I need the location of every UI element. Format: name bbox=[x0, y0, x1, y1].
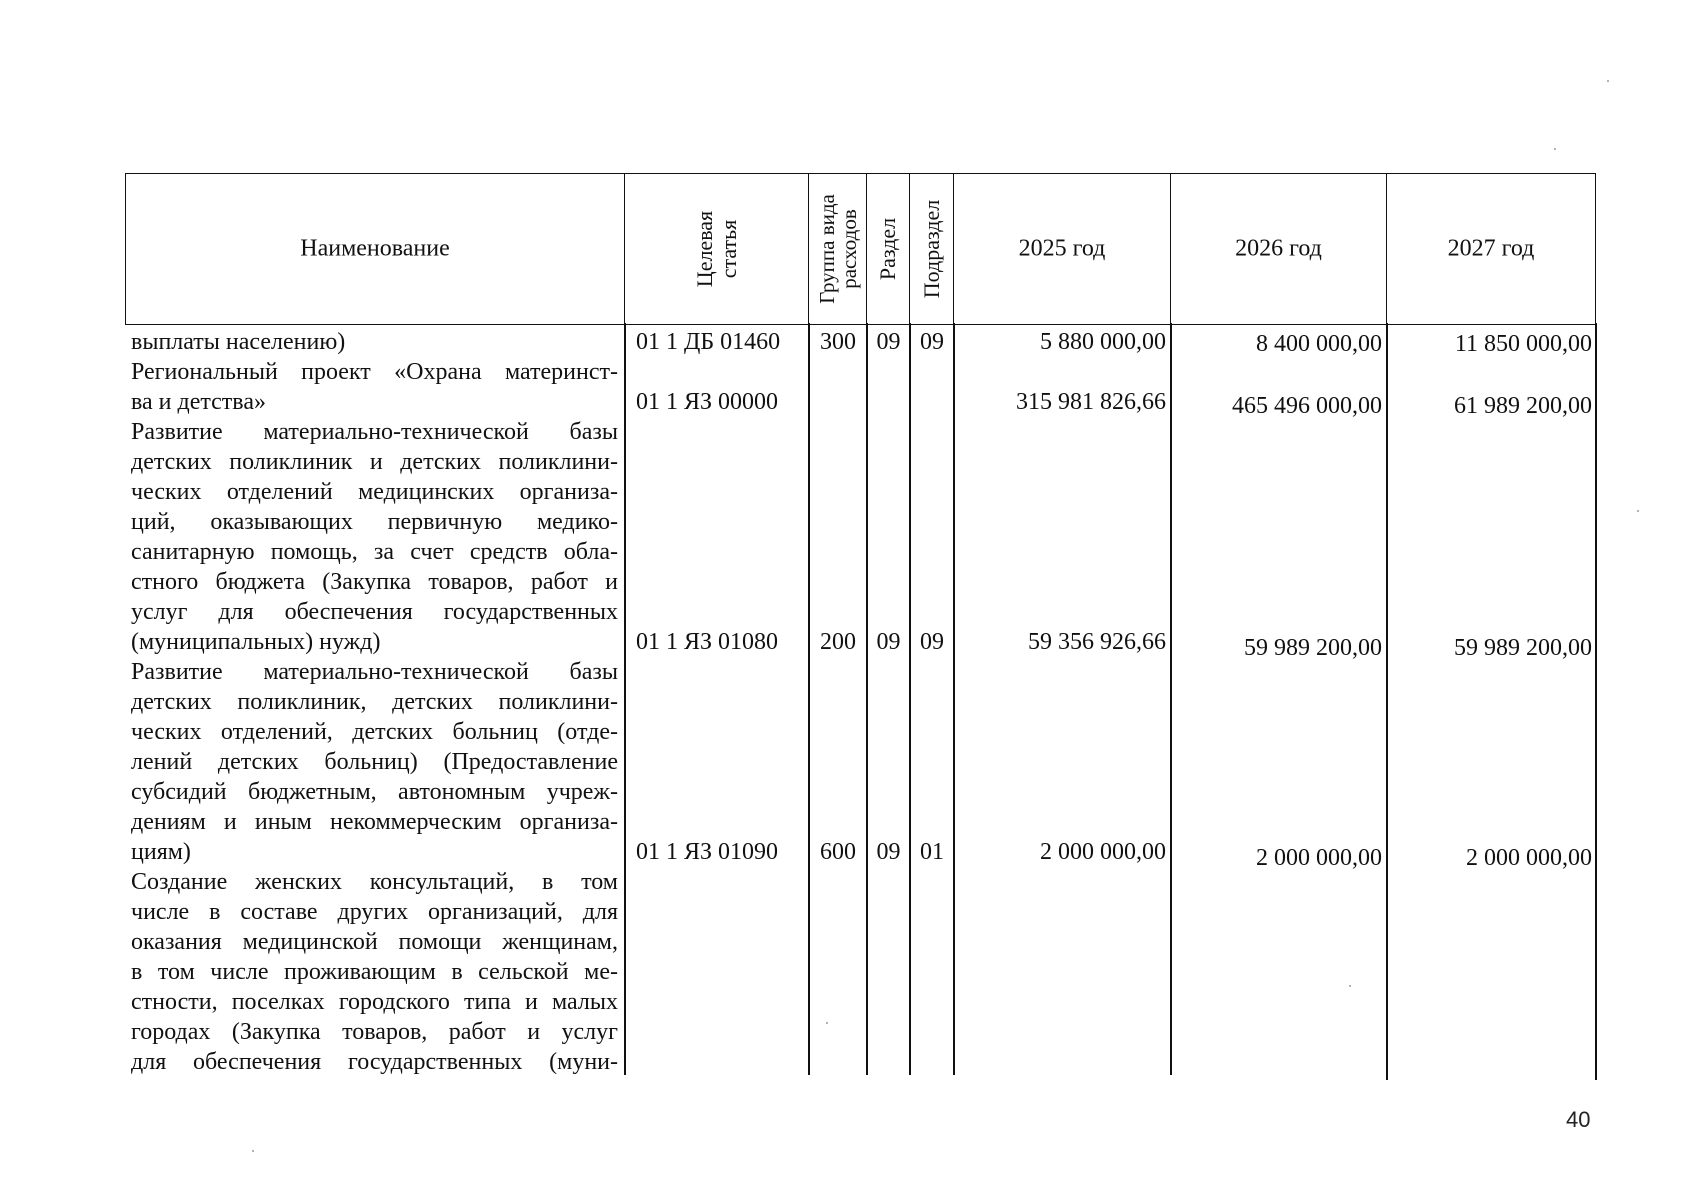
row3-name-line3: ческих отделений медицинских организа- bbox=[131, 479, 618, 505]
col-line-target bbox=[624, 323, 626, 1075]
row2-name-line2: ва и детства» bbox=[131, 389, 266, 415]
header-name: Наименование bbox=[300, 235, 450, 262]
row5-name-line6: городах (Закупка товаров, работ и услуг bbox=[131, 1019, 618, 1045]
row3-section: 09 bbox=[876, 629, 901, 655]
row2-name-line1: Региональный проект «Охрана материнст- bbox=[131, 359, 618, 385]
header-subsection: Подраздел bbox=[918, 199, 944, 299]
col-line-section bbox=[866, 323, 868, 1075]
row1-2025: 5 880 000,00 bbox=[1040, 329, 1166, 355]
row3-2025: 59 356 926,66 bbox=[1028, 629, 1166, 655]
row3-subsection: 09 bbox=[920, 629, 944, 655]
header-2026: 2026 год bbox=[1235, 235, 1322, 262]
scan-speck bbox=[1349, 985, 1351, 987]
row5-name-line1: Создание женских консультаций, в том bbox=[131, 869, 618, 895]
header-2025-cell bbox=[953, 174, 1170, 324]
row3-name-line6: стного бюджета (Закупка товаров, работ и bbox=[131, 569, 618, 595]
row2-2027: 61 989 200,00 bbox=[1454, 393, 1592, 419]
row4-group: 600 bbox=[820, 839, 856, 865]
header-2027-cell bbox=[1386, 174, 1596, 324]
row5-name-line5: стности, поселках городского типа и малых bbox=[131, 989, 618, 1015]
row3-2026: 59 989 200,00 bbox=[1244, 635, 1382, 661]
header-group-cell bbox=[808, 174, 866, 324]
row4-name-line1: Развитие материально-технической базы bbox=[131, 659, 618, 685]
row5-name-line3: оказания медицинской помощи женщинам, bbox=[131, 929, 618, 955]
scan-speck bbox=[826, 1022, 828, 1024]
row4-name-line5: субсидий бюджетным, автономным учреж- bbox=[131, 779, 618, 805]
col-line-2027 bbox=[1386, 323, 1388, 1080]
col-line-group bbox=[808, 323, 810, 1075]
row4-2025: 2 000 000,00 bbox=[1040, 839, 1166, 865]
header-subsection-cell bbox=[909, 174, 953, 324]
col-line-2026 bbox=[1170, 323, 1172, 1075]
row3-name-line8: (муниципальных) нужд) bbox=[131, 629, 381, 655]
row4-name-line7: циям) bbox=[131, 839, 191, 865]
row4-name-line3: ческих отделений, детских больниц (отде- bbox=[131, 719, 618, 745]
col-line-2025 bbox=[953, 323, 955, 1075]
row2-target: 01 1 ЯЗ 00000 bbox=[636, 389, 779, 415]
row4-2027: 2 000 000,00 bbox=[1466, 845, 1592, 871]
row2-2025: 315 981 826,66 bbox=[1016, 389, 1166, 415]
scan-speck bbox=[252, 1150, 254, 1152]
header-target-article: Целевая статья bbox=[691, 210, 741, 288]
row3-name-line5: санитарную помощь, за счет средств обла- bbox=[131, 539, 618, 565]
header-section: Раздел bbox=[875, 217, 900, 281]
row1-2027: 11 850 000,00 bbox=[1454, 331, 1592, 357]
row3-group: 200 bbox=[820, 629, 856, 655]
page-number: 40 bbox=[1566, 1107, 1591, 1132]
row1-group: 300 bbox=[820, 329, 856, 355]
header-expense-group: Группа вида расходов bbox=[814, 194, 861, 304]
scan-speck bbox=[1607, 80, 1609, 82]
header-target-cell bbox=[624, 174, 808, 324]
row1-subsection: 09 bbox=[920, 329, 944, 355]
scan-speck bbox=[1637, 510, 1639, 512]
table-header bbox=[125, 173, 1596, 325]
row4-section: 09 bbox=[876, 839, 901, 865]
row5-name-line2: числе в составе других организаций, для bbox=[131, 899, 618, 925]
scan-speck bbox=[1554, 148, 1556, 150]
row4-name-line6: дениям и иным некоммерческим организа- bbox=[131, 809, 618, 835]
header-2027: 2027 год bbox=[1447, 235, 1535, 262]
row3-name-line7: услуг для обеспечения государственных bbox=[131, 599, 618, 625]
row1-2026: 8 400 000,00 bbox=[1256, 331, 1382, 357]
row3-2027: 59 989 200,00 bbox=[1454, 635, 1592, 661]
row3-name-line4: ций, оказывающих первичную медико- bbox=[131, 509, 618, 535]
row4-target: 01 1 ЯЗ 01090 bbox=[636, 839, 779, 865]
row4-subsection: 01 bbox=[920, 839, 944, 865]
row4-name-line4: лений детских больниц) (Предоставление bbox=[131, 749, 618, 775]
row5-name-line7: для обеспечения государственных (муни- bbox=[131, 1049, 618, 1075]
row5-name-line4: в том числе проживающим в сельской ме- bbox=[131, 959, 618, 985]
col-line-subsection bbox=[909, 323, 911, 1075]
row3-name-line2: детских поликлиник и детских поликлини- bbox=[131, 449, 618, 475]
col-line-right bbox=[1595, 323, 1597, 1080]
header-2025: 2025 год bbox=[1018, 235, 1106, 262]
row4-name-line2: детских поликлиник, детских поликлини- bbox=[131, 689, 618, 715]
row3-target: 01 1 ЯЗ 01080 bbox=[636, 629, 779, 655]
header-section-cell bbox=[866, 174, 909, 324]
row1-target: 01 1 ДБ 01460 bbox=[636, 329, 781, 355]
row2-2026: 465 496 000,00 bbox=[1232, 393, 1382, 419]
header-2026-cell bbox=[1170, 174, 1386, 324]
header-name-cell bbox=[125, 174, 624, 324]
row4-2026: 2 000 000,00 bbox=[1256, 845, 1382, 871]
row1-section: 09 bbox=[876, 329, 901, 355]
row3-name-line1: Развитие материально-технической базы bbox=[131, 419, 618, 445]
row1-name-line1: выплаты населению) bbox=[131, 329, 346, 355]
